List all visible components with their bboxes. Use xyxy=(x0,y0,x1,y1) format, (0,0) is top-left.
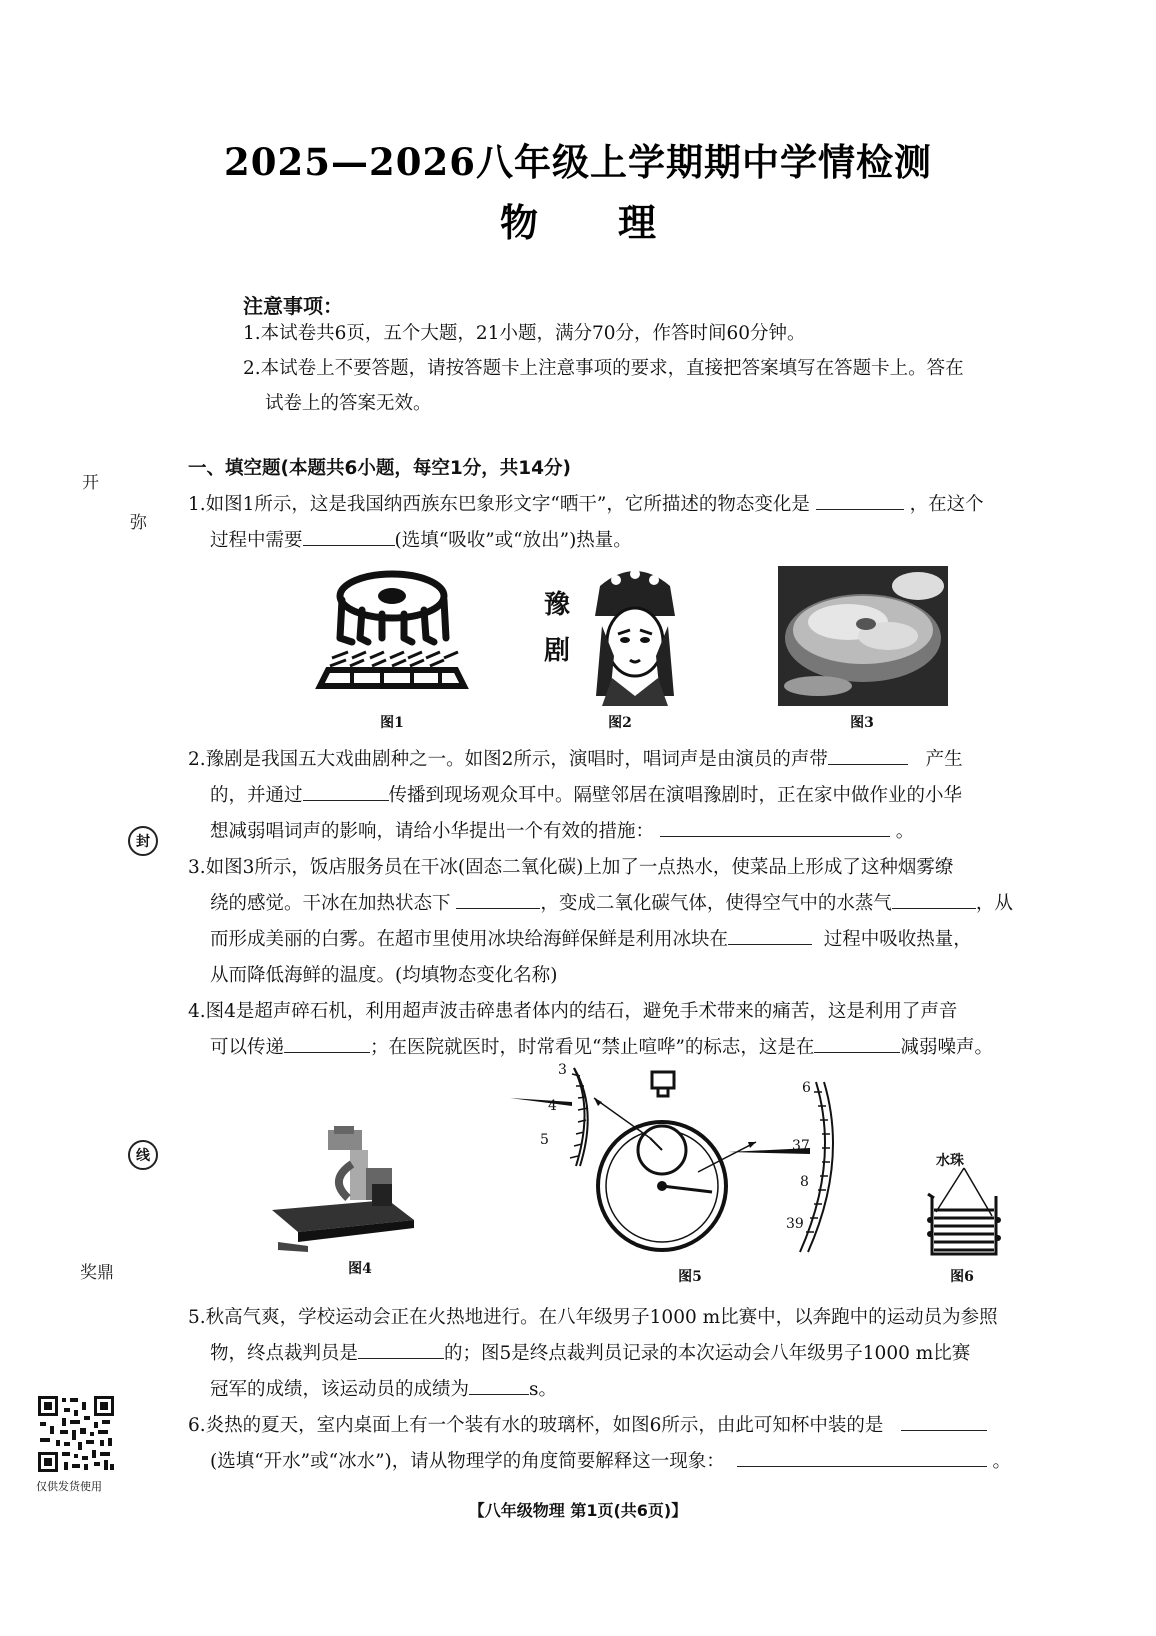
question-6-line-2: (选填“开水”或“冰水”)，请从物理学的角度简要解释这一现象： 。 xyxy=(210,1444,1011,1480)
section-heading: 一、填空题(本题共6小题，每空1分，共14分) xyxy=(188,458,571,479)
question-2-line-1: 2.豫剧是我国五大戏曲剧种之一。如图2所示，演唱时，唱词声是由演员的声带 产生 xyxy=(188,742,963,778)
notice-heading: 注意事项： xyxy=(243,294,343,318)
figure-2-char-1: 豫 xyxy=(544,590,571,620)
second-tick-37: 37 xyxy=(792,1138,810,1154)
answer-blank[interactable] xyxy=(814,1032,900,1053)
question-3-line-2: 绕的感觉。干冰在加热状态下 ，变成二氧化碳气体，使得空气中的水蒸气 ，从 xyxy=(210,886,1013,922)
minute-tick-4: 4 xyxy=(548,1098,557,1114)
notice-item-2: 2.本试卷上不要答题，请按答题卡上注意事项的要求，直接把答案填写在答题卡上。答在 xyxy=(243,358,964,379)
figure-2-opera-portrait xyxy=(540,556,690,706)
figure-5-stopwatch xyxy=(510,1062,860,1262)
answer-blank[interactable] xyxy=(303,525,395,546)
answer-blank[interactable] xyxy=(728,924,812,945)
question-4-line-1: 4.图4是超声碎石机，利用超声波击碎患者体内的结石，避免手术带来的痛苦，这是利用了声音 xyxy=(188,1001,958,1022)
second-tick-8: 8 xyxy=(800,1174,809,1190)
figure-1-label: 图1 xyxy=(380,715,404,731)
qr-caption: 仅供发货使用 xyxy=(36,1480,102,1493)
answer-blank[interactable] xyxy=(456,888,540,909)
question-4-line-2: 可以传递 ；在医院就医时，时常看见“禁止喧哗”的标志，这是在 减弱噪声。 xyxy=(210,1030,993,1066)
question-2-line-2: 的，并通过 传播到现场观众耳中。隔壁邻居在演唱豫剧时，正在家中做作业的小华 xyxy=(210,778,962,814)
answer-blank[interactable] xyxy=(358,1338,444,1359)
side-label-mi: 弥 xyxy=(130,513,147,533)
answer-blank[interactable] xyxy=(660,816,890,837)
answer-blank[interactable] xyxy=(892,888,976,909)
notice-item-1: 1.本试卷共6页，五个大题，21小题，满分70分，作答时间60分钟。 xyxy=(243,323,806,344)
second-tick-6: 6 xyxy=(802,1080,811,1096)
question-6-line-1: 6.炎热的夏天，室内桌面上有一个装有水的玻璃杯，如图6所示，由此可知杯中装的是 xyxy=(188,1408,987,1444)
answer-blank[interactable] xyxy=(303,780,389,801)
subject-title: 物理 xyxy=(499,200,736,245)
question-5-line-1: 5.秋高气爽，学校运动会正在火热地进行。在八年级男子1000 m比赛中，以奔跑中的运动员为参照 xyxy=(188,1307,998,1328)
figure-5-label: 图5 xyxy=(678,1269,702,1285)
question-2-line-3: 想减弱唱词声的影响，请给小华提出一个有效的措施： 。 xyxy=(210,814,914,850)
side-label-xian: 线 xyxy=(128,1140,158,1170)
figure-6-beaker xyxy=(918,1153,1008,1260)
figure-1-dongba-glyph xyxy=(312,566,472,696)
question-5-line-2: 物，终点裁判员是 的；图5是终点裁判员记录的本次运动会八年级男子1000 m比赛 xyxy=(210,1336,970,1372)
answer-blank[interactable] xyxy=(828,744,908,765)
figure-2-label: 图2 xyxy=(608,715,632,731)
page-footer: 【八年级物理 第1页(共6页)】 xyxy=(468,1501,688,1520)
minute-tick-3: 3 xyxy=(558,1062,567,1078)
answer-blank[interactable] xyxy=(284,1032,370,1053)
side-label-kai: 开 xyxy=(82,473,99,493)
answer-blank[interactable] xyxy=(737,1446,987,1467)
answer-blank[interactable] xyxy=(816,489,904,510)
minute-tick-5: 5 xyxy=(540,1132,549,1148)
side-label-jiangding: 奖鼎 xyxy=(80,1263,114,1283)
question-1-line-2: 过程中需要 (选填“吸收”或“放出”)热量。 xyxy=(210,523,632,559)
figure-6-water-drops-label: 水珠 xyxy=(936,1153,964,1169)
figure-4-label: 图4 xyxy=(348,1261,372,1277)
figure-3-dry-ice-photo xyxy=(778,566,948,706)
answer-blank[interactable] xyxy=(901,1410,987,1431)
question-5-line-3: 冠军的成绩，该运动员的成绩为 s。 xyxy=(210,1372,557,1408)
figure-4-lithotripter xyxy=(268,1124,418,1254)
answer-blank[interactable] xyxy=(469,1374,529,1395)
notice-item-3: 试卷上的答案无效。 xyxy=(265,393,432,414)
side-label-feng: 封 xyxy=(128,826,158,856)
second-tick-39: 39 xyxy=(786,1216,804,1232)
question-3-line-4: 从而降低海鲜的温度。(均填物态变化名称) xyxy=(210,965,558,986)
figure-3-label: 图3 xyxy=(850,715,874,731)
question-3-line-1: 3.如图3所示，饭店服务员在干冰(固态二氧化碳)上加了一点热水，使菜品上形成了这种烟雾缭 xyxy=(188,857,954,878)
exam-title: 2025—2026八年级上学期期中学情检测 xyxy=(224,140,932,184)
figure-6-label: 图6 xyxy=(950,1269,974,1285)
question-3-line-3: 而形成美丽的白雾。在超市里使用冰块给海鲜保鲜是利用冰块在 过程中吸收热量， xyxy=(210,922,972,958)
question-1-line-1: 1.如图1所示，这是我国纳西族东巴象形文字“晒干”，它所描述的物态变化是 ，在这个 xyxy=(188,487,984,523)
figure-2-char-2: 剧 xyxy=(544,636,571,666)
qr-code xyxy=(36,1394,116,1474)
